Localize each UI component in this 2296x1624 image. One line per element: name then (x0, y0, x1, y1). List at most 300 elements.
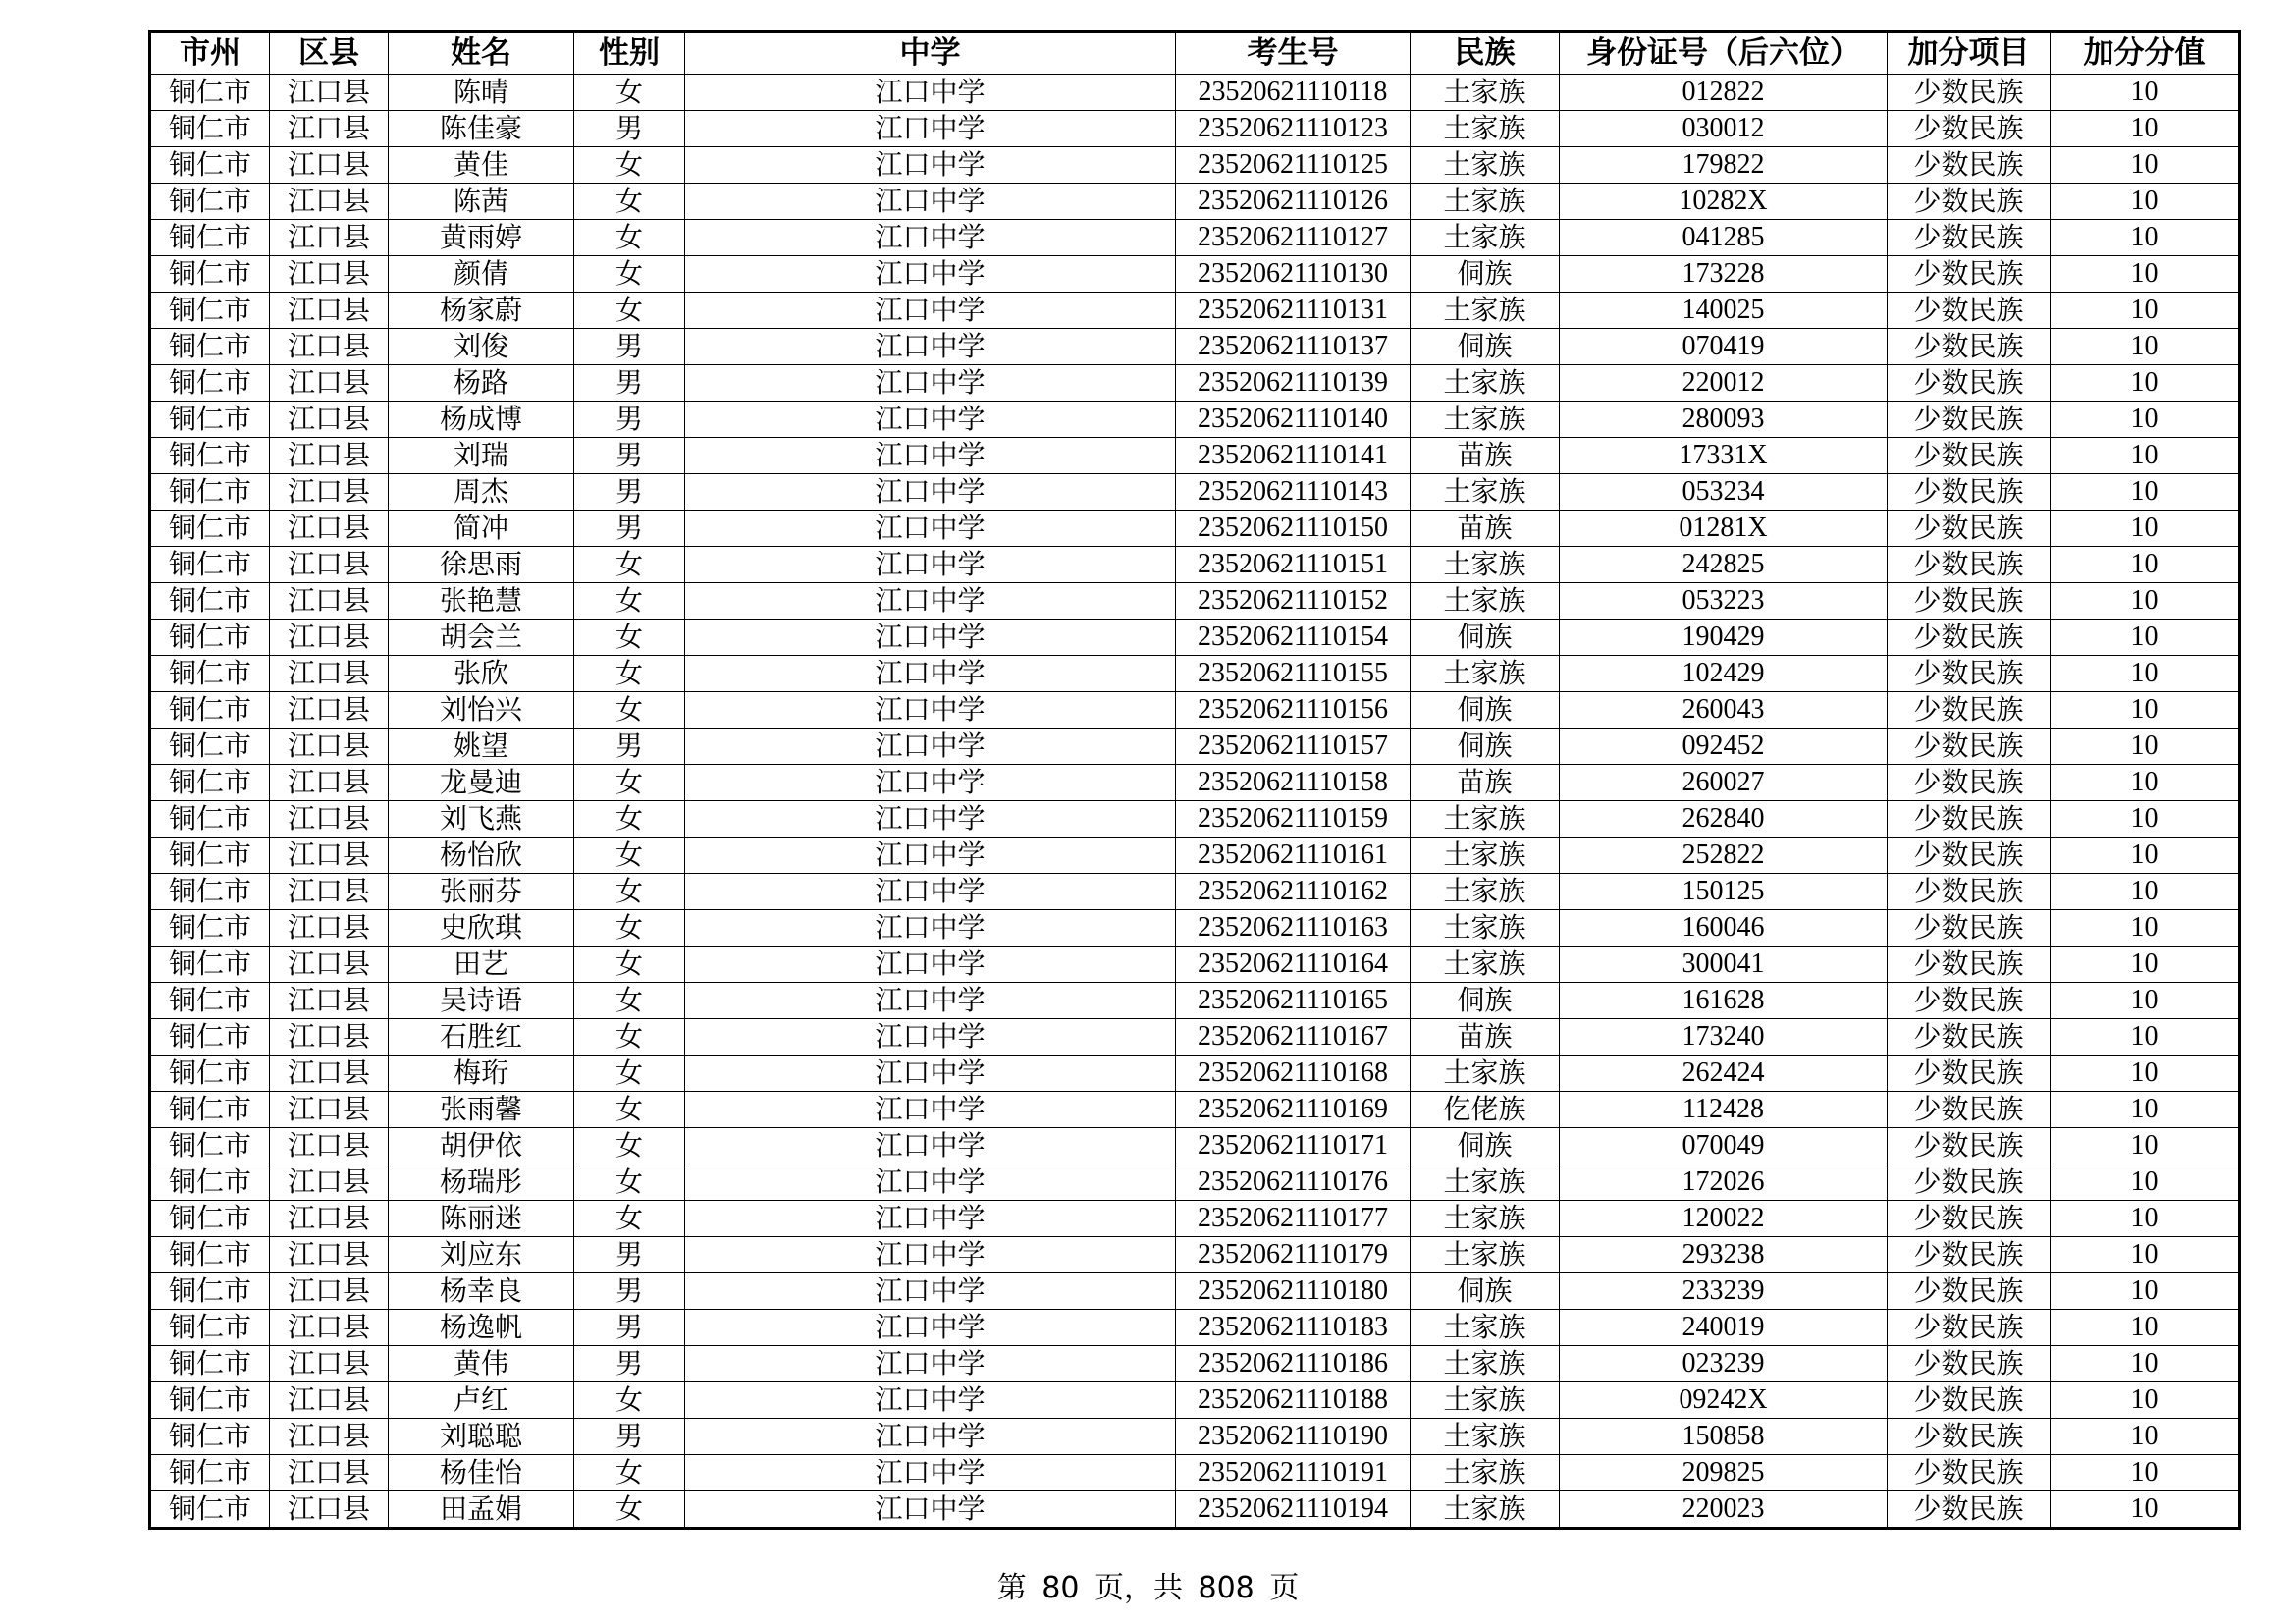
name-cell: 刘飞燕 (389, 801, 574, 838)
bonus-item-cell: 少数民族 (1888, 1201, 2051, 1237)
city-cell: 铜仁市 (150, 147, 270, 184)
table-row (150, 1382, 2240, 1419)
id-last-six-cell: 262840 (1560, 801, 1888, 838)
ethnicity-cell: 土家族 (1411, 1382, 1560, 1419)
ethnicity-cell: 侗族 (1411, 256, 1560, 293)
table-row (150, 329, 2240, 365)
id-last-six-cell: 252822 (1560, 838, 1888, 874)
county-cell: 江口县 (270, 765, 389, 801)
city-cell: 铜仁市 (150, 402, 270, 438)
county-cell: 江口县 (270, 365, 389, 402)
ethnicity-cell: 侗族 (1411, 620, 1560, 656)
bonus-item-cell: 少数民族 (1888, 583, 2051, 620)
county-cell: 江口县 (270, 620, 389, 656)
bonus-item-cell: 少数民族 (1888, 75, 2051, 111)
id-last-six-cell: 260043 (1560, 692, 1888, 729)
id-last-six-cell: 220012 (1560, 365, 1888, 402)
table-row (150, 474, 2240, 511)
header-school: 中学 (685, 32, 1176, 75)
city-cell: 铜仁市 (150, 1491, 270, 1529)
school-cell: 江口中学 (685, 402, 1176, 438)
gender-cell: 女 (574, 220, 685, 256)
city-cell: 铜仁市 (150, 947, 270, 983)
bonus-item-cell: 少数民族 (1888, 620, 2051, 656)
school-cell: 江口中学 (685, 838, 1176, 874)
bonus-value-cell: 10 (2051, 1092, 2240, 1128)
school-cell: 江口中学 (685, 1273, 1176, 1310)
ethnicity-cell: 土家族 (1411, 365, 1560, 402)
school-cell: 江口中学 (685, 1201, 1176, 1237)
name-cell: 史欣琪 (389, 910, 574, 947)
school-cell: 江口中学 (685, 583, 1176, 620)
county-cell: 江口县 (270, 474, 389, 511)
id-last-six-cell: 070419 (1560, 329, 1888, 365)
name-cell: 颜倩 (389, 256, 574, 293)
table-row (150, 1491, 2240, 1529)
exam-number-cell: 23520621110163 (1176, 910, 1411, 947)
city-cell: 铜仁市 (150, 910, 270, 947)
bonus-value-cell: 10 (2051, 1164, 2240, 1201)
city-cell: 铜仁市 (150, 1237, 270, 1273)
bonus-value-cell: 10 (2051, 75, 2240, 111)
school-cell: 江口中学 (685, 1092, 1176, 1128)
name-cell: 卢红 (389, 1382, 574, 1419)
gender-cell: 女 (574, 147, 685, 184)
gender-cell: 女 (574, 692, 685, 729)
county-cell: 江口县 (270, 1056, 389, 1092)
city-cell: 铜仁市 (150, 220, 270, 256)
bonus-item-cell: 少数民族 (1888, 402, 2051, 438)
table-row (150, 1019, 2240, 1056)
header-county: 区县 (270, 32, 389, 75)
county-cell: 江口县 (270, 874, 389, 910)
school-cell: 江口中学 (685, 801, 1176, 838)
ethnicity-cell: 土家族 (1411, 947, 1560, 983)
name-cell: 陈佳豪 (389, 111, 574, 147)
gender-cell: 女 (574, 1201, 685, 1237)
name-cell: 简冲 (389, 511, 574, 547)
city-cell: 铜仁市 (150, 729, 270, 765)
roster-sheet (148, 30, 2238, 1530)
county-cell: 江口县 (270, 1237, 389, 1273)
ethnicity-cell: 土家族 (1411, 1310, 1560, 1346)
id-last-six-cell: 070049 (1560, 1128, 1888, 1164)
city-cell: 铜仁市 (150, 692, 270, 729)
county-cell: 江口县 (270, 1491, 389, 1529)
gender-cell: 男 (574, 111, 685, 147)
county-cell: 江口县 (270, 511, 389, 547)
school-cell: 江口中学 (685, 511, 1176, 547)
gender-cell: 女 (574, 1092, 685, 1128)
county-cell: 江口县 (270, 1346, 389, 1382)
bonus-value-cell: 10 (2051, 1237, 2240, 1273)
county-cell: 江口县 (270, 583, 389, 620)
city-cell: 铜仁市 (150, 1346, 270, 1382)
gender-cell: 男 (574, 1273, 685, 1310)
id-last-six-cell: 053223 (1560, 583, 1888, 620)
name-cell: 杨路 (389, 365, 574, 402)
ethnicity-cell: 土家族 (1411, 220, 1560, 256)
school-cell: 江口中学 (685, 729, 1176, 765)
county-cell: 江口县 (270, 111, 389, 147)
gender-cell: 男 (574, 329, 685, 365)
table-row (150, 947, 2240, 983)
id-last-six-cell: 120022 (1560, 1201, 1888, 1237)
bonus-item-cell: 少数民族 (1888, 184, 2051, 220)
id-last-six-cell: 242825 (1560, 547, 1888, 583)
bonus-item-cell: 少数民族 (1888, 1419, 2051, 1455)
bonus-item-cell: 少数民族 (1888, 438, 2051, 474)
county-cell: 江口县 (270, 1273, 389, 1310)
bonus-value-cell: 10 (2051, 1128, 2240, 1164)
school-cell: 江口中学 (685, 1056, 1176, 1092)
county-cell: 江口县 (270, 1310, 389, 1346)
name-cell: 刘怡兴 (389, 692, 574, 729)
id-last-six-cell: 240019 (1560, 1310, 1888, 1346)
name-cell: 张艳慧 (389, 583, 574, 620)
bonus-value-cell: 10 (2051, 874, 2240, 910)
bonus-item-cell: 少数民族 (1888, 947, 2051, 983)
school-cell: 江口中学 (685, 293, 1176, 329)
bonus-value-cell: 10 (2051, 1382, 2240, 1419)
gender-cell: 女 (574, 75, 685, 111)
table-row (150, 765, 2240, 801)
gender-cell: 男 (574, 474, 685, 511)
exam-number-cell: 23520621110152 (1176, 583, 1411, 620)
table-row (150, 729, 2240, 765)
county-cell: 江口县 (270, 1164, 389, 1201)
bonus-item-cell: 少数民族 (1888, 838, 2051, 874)
bonus-value-cell: 10 (2051, 1419, 2240, 1455)
table-row (150, 293, 2240, 329)
county-cell: 江口县 (270, 692, 389, 729)
bonus-value-cell: 10 (2051, 365, 2240, 402)
bonus-item-cell: 少数民族 (1888, 1310, 2051, 1346)
bonus-value-cell: 10 (2051, 910, 2240, 947)
city-cell: 铜仁市 (150, 620, 270, 656)
exam-number-cell: 23520621110169 (1176, 1092, 1411, 1128)
city-cell: 铜仁市 (150, 365, 270, 402)
id-last-six-cell: 233239 (1560, 1273, 1888, 1310)
ethnicity-cell: 土家族 (1411, 402, 1560, 438)
gender-cell: 女 (574, 256, 685, 293)
name-cell: 杨成博 (389, 402, 574, 438)
school-cell: 江口中学 (685, 656, 1176, 692)
bonus-item-cell: 少数民族 (1888, 220, 2051, 256)
bonus-value-cell: 10 (2051, 1310, 2240, 1346)
ethnicity-cell: 侗族 (1411, 729, 1560, 765)
ethnicity-cell: 土家族 (1411, 656, 1560, 692)
county-cell: 江口县 (270, 729, 389, 765)
id-last-six-cell: 041285 (1560, 220, 1888, 256)
gender-cell: 男 (574, 511, 685, 547)
gender-cell: 女 (574, 801, 685, 838)
gender-cell: 女 (574, 547, 685, 583)
city-cell: 铜仁市 (150, 256, 270, 293)
id-last-six-cell: 17331X (1560, 438, 1888, 474)
ethnicity-cell: 侗族 (1411, 329, 1560, 365)
county-cell: 江口县 (270, 184, 389, 220)
bonus-value-cell: 10 (2051, 293, 2240, 329)
id-last-six-cell: 260027 (1560, 765, 1888, 801)
bonus-value-cell: 10 (2051, 692, 2240, 729)
bonus-value-cell: 10 (2051, 947, 2240, 983)
county-cell: 江口县 (270, 147, 389, 184)
bonus-value-cell: 10 (2051, 329, 2240, 365)
gender-cell: 女 (574, 656, 685, 692)
name-cell: 杨怡欣 (389, 838, 574, 874)
bonus-value-cell: 10 (2051, 438, 2240, 474)
exam-number-cell: 23520621110118 (1176, 75, 1411, 111)
bonus-item-cell: 少数民族 (1888, 1128, 2051, 1164)
table-row (150, 1128, 2240, 1164)
exam-number-cell: 23520621110168 (1176, 1056, 1411, 1092)
table-row (150, 874, 2240, 910)
city-cell: 铜仁市 (150, 1056, 270, 1092)
exam-number-cell: 23520621110123 (1176, 111, 1411, 147)
header-ethnicity: 民族 (1411, 32, 1560, 75)
county-cell: 江口县 (270, 1128, 389, 1164)
exam-number-cell: 23520621110176 (1176, 1164, 1411, 1201)
table-row (150, 1237, 2240, 1273)
bonus-item-cell: 少数民族 (1888, 147, 2051, 184)
id-last-six-cell: 140025 (1560, 293, 1888, 329)
id-last-six-cell: 150125 (1560, 874, 1888, 910)
exam-number-cell: 23520621110159 (1176, 801, 1411, 838)
bonus-item-cell: 少数民族 (1888, 1019, 2051, 1056)
table-row (150, 583, 2240, 620)
school-cell: 江口中学 (685, 1491, 1176, 1529)
id-last-six-cell: 173228 (1560, 256, 1888, 293)
bonus-value-cell: 10 (2051, 402, 2240, 438)
bonus-item-cell: 少数民族 (1888, 656, 2051, 692)
id-last-six-cell: 209825 (1560, 1455, 1888, 1491)
gender-cell: 女 (574, 910, 685, 947)
id-last-six-cell: 293238 (1560, 1237, 1888, 1273)
ethnicity-cell: 土家族 (1411, 1491, 1560, 1529)
ethnicity-cell: 土家族 (1411, 474, 1560, 511)
bonus-item-cell: 少数民族 (1888, 256, 2051, 293)
school-cell: 江口中学 (685, 874, 1176, 910)
ethnicity-cell: 土家族 (1411, 75, 1560, 111)
exam-number-cell: 23520621110162 (1176, 874, 1411, 910)
county-cell: 江口县 (270, 256, 389, 293)
header-exam-number: 考生号 (1176, 32, 1411, 75)
name-cell: 石胜红 (389, 1019, 574, 1056)
id-last-six-cell: 012822 (1560, 75, 1888, 111)
table-row (150, 1419, 2240, 1455)
bonus-value-cell: 10 (2051, 1201, 2240, 1237)
exam-number-cell: 23520621110155 (1176, 656, 1411, 692)
ethnicity-cell: 苗族 (1411, 765, 1560, 801)
gender-cell: 女 (574, 293, 685, 329)
gender-cell: 女 (574, 1382, 685, 1419)
bonus-value-cell: 10 (2051, 147, 2240, 184)
name-cell: 黄雨婷 (389, 220, 574, 256)
city-cell: 铜仁市 (150, 801, 270, 838)
ethnicity-cell: 土家族 (1411, 1346, 1560, 1382)
city-cell: 铜仁市 (150, 1382, 270, 1419)
ethnicity-cell: 侗族 (1411, 1273, 1560, 1310)
bonus-item-cell: 少数民族 (1888, 1455, 2051, 1491)
county-cell: 江口县 (270, 220, 389, 256)
gender-cell: 男 (574, 402, 685, 438)
id-last-six-cell: 262424 (1560, 1056, 1888, 1092)
bonus-item-cell: 少数民族 (1888, 1056, 2051, 1092)
ethnicity-cell: 土家族 (1411, 874, 1560, 910)
ethnicity-cell: 土家族 (1411, 838, 1560, 874)
gender-cell: 男 (574, 1419, 685, 1455)
name-cell: 陈晴 (389, 75, 574, 111)
gender-cell: 女 (574, 1128, 685, 1164)
city-cell: 铜仁市 (150, 983, 270, 1019)
gender-cell: 女 (574, 983, 685, 1019)
gender-cell: 女 (574, 947, 685, 983)
table-row (150, 184, 2240, 220)
city-cell: 铜仁市 (150, 1455, 270, 1491)
bonus-item-cell: 少数民族 (1888, 1164, 2051, 1201)
ethnicity-cell: 土家族 (1411, 547, 1560, 583)
exam-number-cell: 23520621110157 (1176, 729, 1411, 765)
table-row (150, 1201, 2240, 1237)
school-cell: 江口中学 (685, 147, 1176, 184)
header-gender: 性别 (574, 32, 685, 75)
gender-cell: 男 (574, 1310, 685, 1346)
exam-number-cell: 23520621110180 (1176, 1273, 1411, 1310)
name-cell: 张雨馨 (389, 1092, 574, 1128)
name-cell: 黄佳 (389, 147, 574, 184)
table-row (150, 1092, 2240, 1128)
id-last-six-cell: 10282X (1560, 184, 1888, 220)
gender-cell: 男 (574, 1237, 685, 1273)
exam-number-cell: 23520621110137 (1176, 329, 1411, 365)
bonus-value-cell: 10 (2051, 547, 2240, 583)
city-cell: 铜仁市 (150, 583, 270, 620)
county-cell: 江口县 (270, 656, 389, 692)
exam-number-cell: 23520621110125 (1176, 147, 1411, 184)
name-cell: 吴诗语 (389, 983, 574, 1019)
county-cell: 江口县 (270, 838, 389, 874)
ethnicity-cell: 土家族 (1411, 1237, 1560, 1273)
id-last-six-cell: 092452 (1560, 729, 1888, 765)
county-cell: 江口县 (270, 983, 389, 1019)
gender-cell: 男 (574, 729, 685, 765)
bonus-value-cell: 10 (2051, 1491, 2240, 1529)
bonus-value-cell: 10 (2051, 220, 2240, 256)
id-last-six-cell: 01281X (1560, 511, 1888, 547)
bonus-points-table (148, 30, 2241, 1530)
bonus-item-cell: 少数民族 (1888, 874, 2051, 910)
bonus-value-cell: 10 (2051, 111, 2240, 147)
exam-number-cell: 23520621110167 (1176, 1019, 1411, 1056)
exam-number-cell: 23520621110156 (1176, 692, 1411, 729)
bonus-item-cell: 少数民族 (1888, 1382, 2051, 1419)
bonus-item-cell: 少数民族 (1888, 1346, 2051, 1382)
table-row (150, 1164, 2240, 1201)
name-cell: 胡伊依 (389, 1128, 574, 1164)
name-cell: 梅珩 (389, 1056, 574, 1092)
bonus-item-cell: 少数民族 (1888, 547, 2051, 583)
name-cell: 田孟娟 (389, 1491, 574, 1529)
table-row (150, 1310, 2240, 1346)
exam-number-cell: 23520621110150 (1176, 511, 1411, 547)
table-row (150, 1455, 2240, 1491)
city-cell: 铜仁市 (150, 765, 270, 801)
gender-cell: 男 (574, 1346, 685, 1382)
county-cell: 江口县 (270, 1201, 389, 1237)
table-row (150, 147, 2240, 184)
bonus-item-cell: 少数民族 (1888, 474, 2051, 511)
ethnicity-cell: 土家族 (1411, 910, 1560, 947)
name-cell: 杨瑞彤 (389, 1164, 574, 1201)
bonus-item-cell: 少数民族 (1888, 365, 2051, 402)
header-id-last-six: 身份证号（后六位） (1560, 32, 1888, 75)
id-last-six-cell: 172026 (1560, 1164, 1888, 1201)
name-cell: 杨家蔚 (389, 293, 574, 329)
name-cell: 周杰 (389, 474, 574, 511)
table-row (150, 983, 2240, 1019)
exam-number-cell: 23520621110126 (1176, 184, 1411, 220)
name-cell: 张丽芬 (389, 874, 574, 910)
exam-number-cell: 23520621110131 (1176, 293, 1411, 329)
gender-cell: 女 (574, 1164, 685, 1201)
school-cell: 江口中学 (685, 947, 1176, 983)
ethnicity-cell: 土家族 (1411, 1201, 1560, 1237)
table-row (150, 111, 2240, 147)
exam-number-cell: 23520621110177 (1176, 1201, 1411, 1237)
bonus-value-cell: 10 (2051, 801, 2240, 838)
name-cell: 陈茜 (389, 184, 574, 220)
table-row (150, 1346, 2240, 1382)
ethnicity-cell: 苗族 (1411, 511, 1560, 547)
name-cell: 黄伟 (389, 1346, 574, 1382)
school-cell: 江口中学 (685, 765, 1176, 801)
id-last-six-cell: 102429 (1560, 656, 1888, 692)
id-last-six-cell: 112428 (1560, 1092, 1888, 1128)
school-cell: 江口中学 (685, 184, 1176, 220)
id-last-six-cell: 053234 (1560, 474, 1888, 511)
exam-number-cell: 23520621110161 (1176, 838, 1411, 874)
county-cell: 江口县 (270, 1382, 389, 1419)
exam-number-cell: 23520621110186 (1176, 1346, 1411, 1382)
name-cell: 刘聪聪 (389, 1419, 574, 1455)
school-cell: 江口中学 (685, 1237, 1176, 1273)
bonus-value-cell: 10 (2051, 474, 2240, 511)
city-cell: 铜仁市 (150, 1310, 270, 1346)
id-last-six-cell: 190429 (1560, 620, 1888, 656)
school-cell: 江口中学 (685, 75, 1176, 111)
gender-cell: 女 (574, 1491, 685, 1529)
bonus-item-cell: 少数民族 (1888, 1491, 2051, 1529)
school-cell: 江口中学 (685, 692, 1176, 729)
bonus-item-cell: 少数民族 (1888, 111, 2051, 147)
exam-number-cell: 23520621110158 (1176, 765, 1411, 801)
exam-number-cell: 23520621110154 (1176, 620, 1411, 656)
id-last-six-cell: 023239 (1560, 1346, 1888, 1382)
school-cell: 江口中学 (685, 1346, 1176, 1382)
county-cell: 江口县 (270, 75, 389, 111)
county-cell: 江口县 (270, 947, 389, 983)
bonus-item-cell: 少数民族 (1888, 1273, 2051, 1310)
name-cell: 张欣 (389, 656, 574, 692)
school-cell: 江口中学 (685, 220, 1176, 256)
county-cell: 江口县 (270, 1419, 389, 1455)
school-cell: 江口中学 (685, 1019, 1176, 1056)
bonus-item-cell: 少数民族 (1888, 329, 2051, 365)
city-cell: 铜仁市 (150, 874, 270, 910)
exam-number-cell: 23520621110191 (1176, 1455, 1411, 1491)
id-last-six-cell: 030012 (1560, 111, 1888, 147)
